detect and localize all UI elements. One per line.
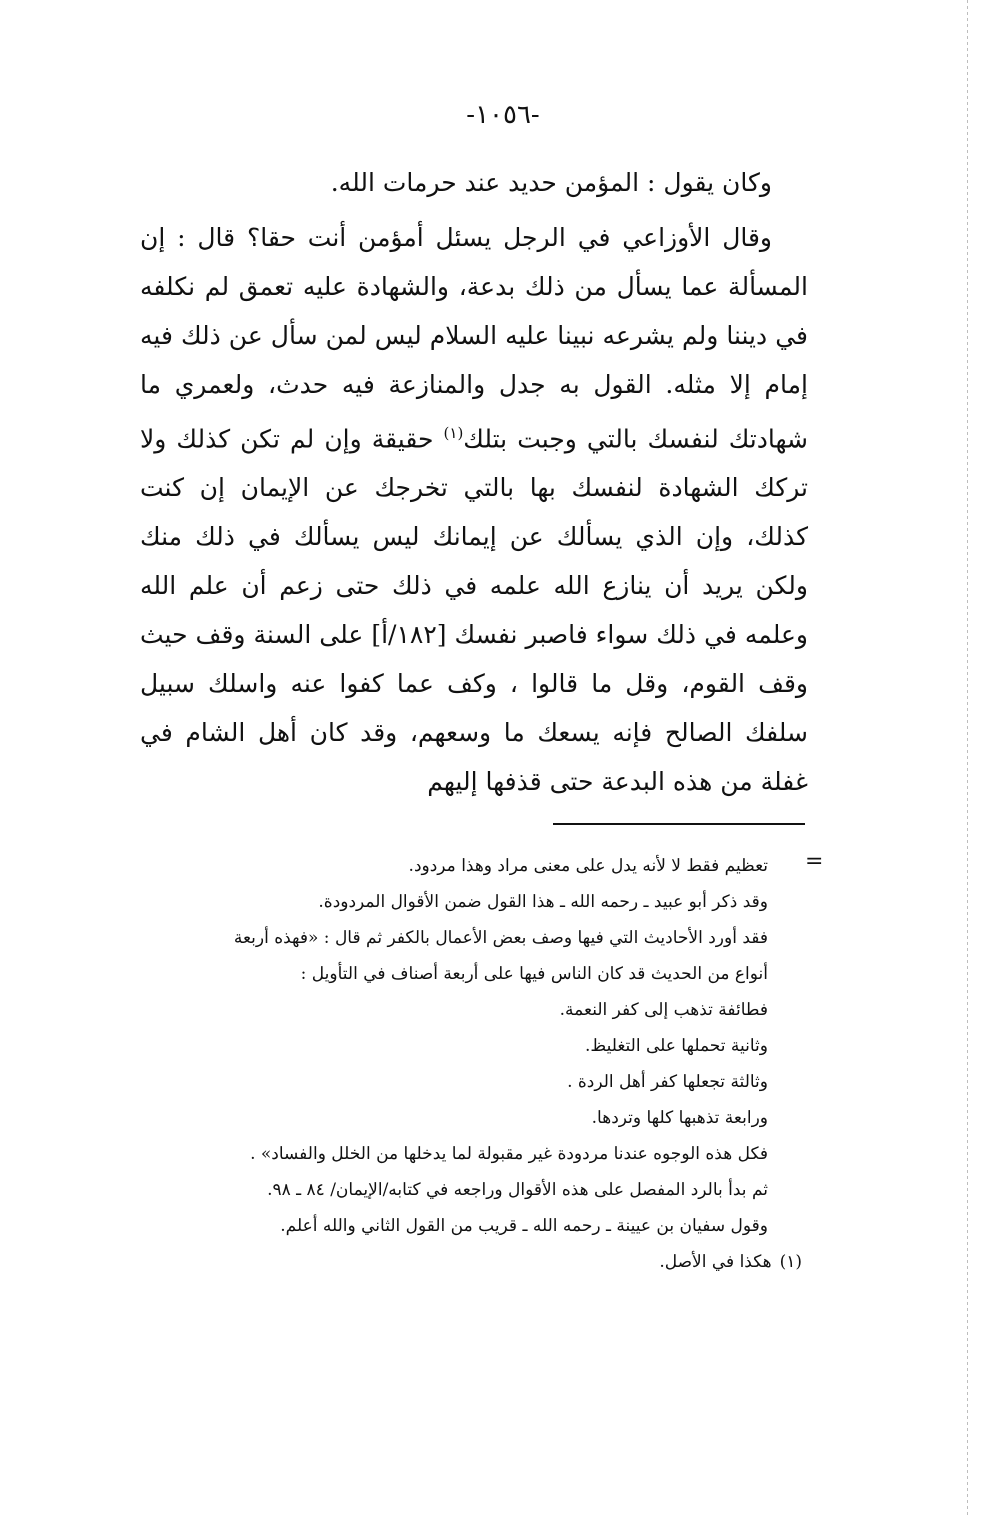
paragraph-2 <box>140 213 808 806</box>
page-edge-line <box>967 0 968 1517</box>
footnote-1 <box>130 1244 802 1280</box>
footnote-line: وثانية تحملها على التغليظ. <box>585 1036 768 1056</box>
main-text <box>140 158 808 806</box>
footnote-separator <box>553 823 805 825</box>
footnote-line: فكل هذه الوجوه عندنا مردودة غير مقبولة لما يدخلها من الخلل والفساد» . <box>250 1144 768 1164</box>
footnote-reference: (١) <box>443 424 464 442</box>
footnote-line: فقد أورد الأحاديث التي فيها وصف بعض الأعمال بالكفر ثم قال : «فهذه أربعة <box>233 928 768 948</box>
footnotes <box>130 848 802 1280</box>
footnote-line: ورابعة تذهبها كلها وتردها. <box>591 1108 768 1128</box>
footnote-line: ثم بدأ بالرد المفصل على هذه الأقوال وراجعه في كتابه/الإيمان/ ٨٤ ـ ٩٨. <box>267 1180 768 1200</box>
footnote-line: أنواع من الحديث قد كان الناس فيها على أربعة أصناف في التأويل : <box>300 964 768 984</box>
paragraph-2-start: وقال الأوزاعي في الرجل يسئل أمؤمن أنت حقا؟ قال : إن المسألة عما يسأل من ذلك بدعة، والشهادة عليه تعمق لم نكلفه في ديننا ولم يشرعه نبينا عليه السلام ليس لمن سأل عن ذلك فيه إمام إلا مثله. القول به جدل والمنازعة فيه حدث، ولعمري ما شهادتك لنفسك بالتي وجبت بتلك <box>140 223 808 454</box>
footnote-continuation-mark: = <box>805 849 824 874</box>
page-number: -١٠٥٦- <box>466 100 540 130</box>
footnote-1-number: (١) <box>779 1252 802 1272</box>
paragraph-2-rest: حقيقة وإن لم تكن كذلك ولا تركك الشهادة لنفسك بها بالتي تخرجك عن الإيمان إن كنت كذلك، وإن الذي يسألك عن إيمانك ليس يسألك في ذلك منك ولكن يريد أن ينازع الله علمه في ذلك حتى زعم أن علم الله وعلمه في ذلك سواء فاصبر نفسك [١٨٢/أ] على السنة وقف حيث وقف القوم، وقل ما قالوا ، وكف عما كفوا عنه واسلك سبيل سلفك الصالح فإنه يسعك ما وسعهم، وقد كان أهل الشام في غفلة من هذه البدعة حتى قذفها إليهم <box>140 424 808 797</box>
footnote-line: تعظيم فقط لا لأنه يدل على معنى مراد وهذا مردود. <box>408 856 768 876</box>
footnote-line: وقد ذكر أبو عبيد ـ رحمه الله ـ هذا القول ضمن الأقوال المردودة. <box>318 892 768 912</box>
footnote-1-text: هكذا في الأصل. <box>659 1252 772 1272</box>
footnote-line: وقول سفيان بن عيينة ـ رحمه الله ـ قريب من القول الثاني والله أعلم. <box>280 1216 768 1236</box>
footnote-line: وثالثة تجعلها كفر أهل الردة . <box>567 1072 768 1092</box>
footnote-line: فطائفة تذهب إلى كفر النعمة. <box>559 1000 768 1020</box>
paragraph-1: وكان يقول : المؤمن حديد عند حرمات الله. <box>330 168 772 197</box>
